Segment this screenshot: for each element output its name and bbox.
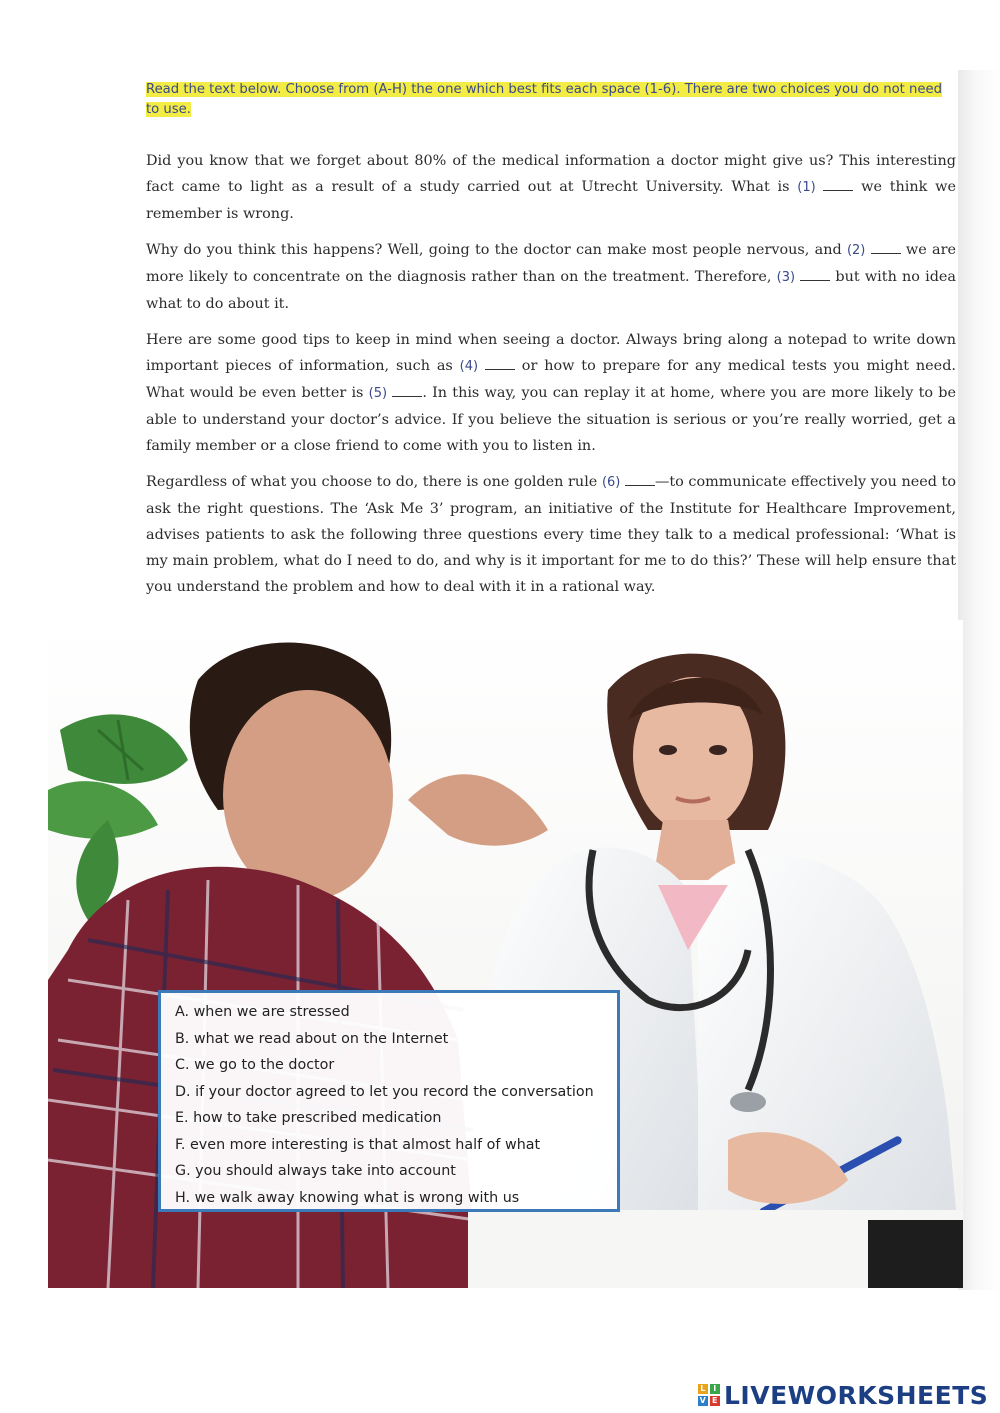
gap-1[interactable] [823, 176, 853, 191]
gap-6[interactable] [625, 471, 655, 486]
gap-number-4: (4) [459, 359, 479, 374]
gap-5[interactable] [392, 382, 422, 397]
gap-4[interactable] [485, 355, 515, 370]
choice-a[interactable]: A. when we are stressed [175, 1004, 350, 1020]
logo-text: LIVEWORKSHEETS [724, 1380, 989, 1410]
choice-c[interactable]: C. we go to the doctor [175, 1057, 335, 1073]
paragraph-3: Here are some good tips to keep in mind when seeing a doctor. Always bring along a notepad to write down important pieces of information, such as (4) or how to prepare for any medical tests you might need. What would be even better is (5) . In this way, you can replay it at home, where you are more likely to be able to understand your doctor’s advice. If you believe the situation is serious or you’re really worried, get a family member or a close friend to come with you to listen in. [146, 332, 956, 454]
choice-d[interactable]: D. if your doctor agreed to let you record the conversation [175, 1083, 594, 1100]
gap-number-5: (5) [368, 386, 388, 401]
choice-f[interactable]: F. even more interesting is that almost half of what [175, 1136, 541, 1153]
logo-mark-icon: L I V E [698, 1384, 720, 1406]
page-edge-shadow [958, 70, 1000, 1290]
paragraph-2: Why do you think this happens? Well, going to the doctor can make most people nervous, and (2) we are more likely to concentrate on the diagnosis rather than on the treatment. Therefore, (3) but with no idea what to do about it. [146, 237, 956, 317]
choice-h[interactable]: H. we walk away knowing what is wrong with us [175, 1189, 520, 1206]
paragraph-4: Regardless of what you choose to do, there is one golden rule (6) —to communicate effectively you need to ask the right questions. The ‘Ask Me 3’ program, an initiative of the Institute for Healthcare Improvement, advises patients to ask the following three questions every time they talk to a medical professional: ‘What is my main problem, what do I need to do, and why is it important for me to do this?’ These will help ensure that you understand the problem and how to deal with it in a rational way. [146, 469, 956, 600]
choice-b[interactable]: B. what we read about on the Internet [175, 1030, 449, 1047]
gap-3[interactable] [800, 266, 830, 281]
task-instruction: Read the text below. Choose from (A-H) the one which best fits each space (1-6). There are two choices you do not need to use. [146, 82, 942, 117]
paragraph-1: Did you know that we forget about 80% of the medical information a doctor might give us? This interesting fact came to light as a result of a study carried out at Utrecht University. What is (1) we think we remember is wrong. [146, 153, 956, 222]
gap-2[interactable] [871, 239, 901, 254]
gap-number-1: (1) [797, 180, 816, 195]
gap-number-2: (2) [846, 243, 866, 258]
gap-number-3: (3) [776, 270, 796, 285]
answer-choices-box [158, 990, 620, 1212]
desk-object [868, 1220, 963, 1288]
choice-e[interactable]: E. how to take prescribed medication [175, 1110, 442, 1126]
liveworksheets-logo [698, 1378, 988, 1412]
choice-g[interactable]: G. you should always take into account [175, 1163, 456, 1179]
gap-number-6: (6) [601, 475, 621, 490]
reading-text [146, 148, 956, 610]
